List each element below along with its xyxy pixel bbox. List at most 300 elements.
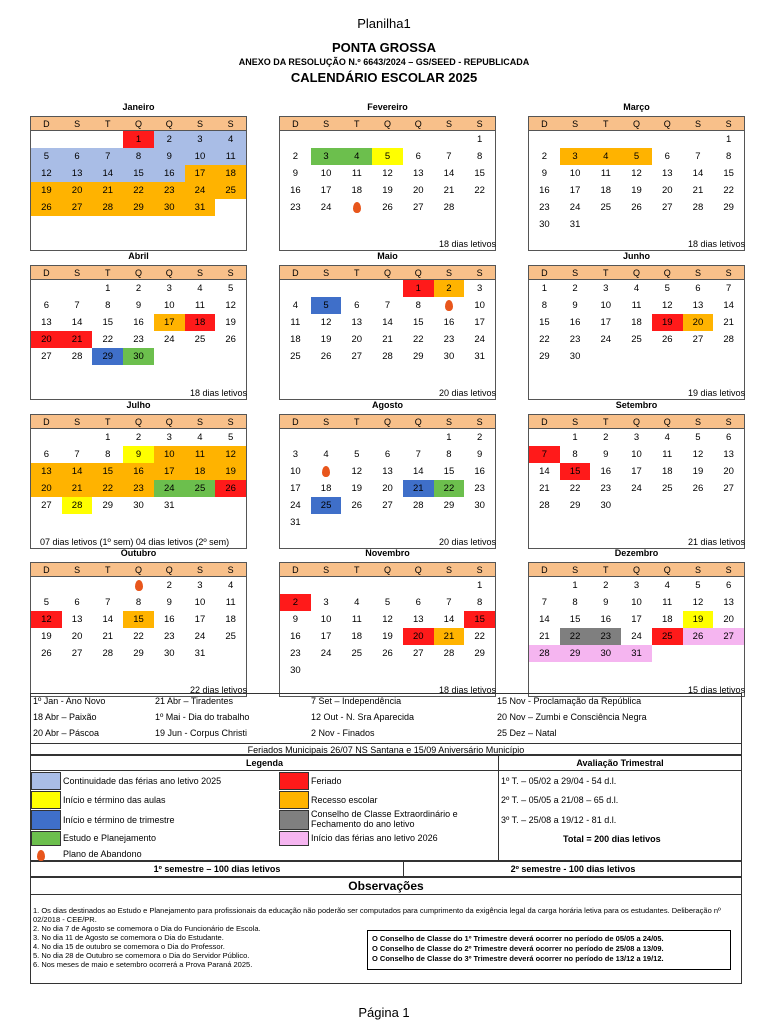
day-cell: 21 [443,185,455,196]
day-cell [154,348,185,365]
day-cell: 20 [683,314,714,331]
day-cell [92,131,123,148]
day-cell: 31 [569,219,581,230]
day-cell: 21 [539,483,550,494]
day-cell: 16 [443,317,455,328]
day-cell: 5 [695,580,701,591]
day-cell: 29 [443,500,455,511]
day-cell: 20 [71,631,83,642]
day-cell: 19 [652,314,683,331]
day-cell: 5 [621,148,652,165]
day-cell: 17 [185,165,216,182]
day-cell [62,131,93,148]
day-cell: 4 [197,432,203,443]
month-days [528,131,745,251]
day-cell: 20 [62,182,93,199]
day-cell: 3 [560,148,591,165]
weekday-label: S [196,565,203,575]
day-cell: 27 [412,202,424,213]
day-cell: 29 [723,202,734,213]
month-days [279,429,496,549]
week-row [31,331,246,348]
day-cell: 5 [354,449,360,460]
day-cell [434,514,465,531]
day-cell: 26 [692,483,704,494]
day-cell [403,662,434,679]
weekday-label: T [603,268,609,278]
weekday-header [279,265,496,280]
day-cell: 15 [123,165,154,182]
day-cell: 30 [600,500,612,511]
day-cell: 17 [631,614,642,625]
day-cell: 30 [443,351,455,362]
day-cell: 14 [62,463,93,480]
day-cell: 17 [569,185,581,196]
day-cell: 3 [311,148,342,165]
day-cell: 7 [105,597,111,608]
day-cell: 24 [631,483,642,494]
day-cell: 16 [474,466,485,477]
day-cell: 24 [474,334,485,345]
day-cell: 6 [384,449,391,460]
day-cell: 29 [92,348,123,365]
day-cell [713,348,744,365]
weekday-label: T [105,119,111,129]
day-cell: 25 [290,351,301,362]
day-cell [403,514,434,531]
day-cell: 5 [311,297,342,314]
day-cell [403,131,434,148]
month-title: Abril [128,251,149,261]
weekday-label: Q [384,268,392,278]
day-cell: 28 [692,202,704,213]
day-cell: 16 [569,317,581,328]
month-title: Setembro [615,400,658,410]
day-cell: 12 [320,317,332,328]
day-cell [311,577,342,594]
day-cell: 23 [569,334,581,345]
day-cell: 24 [290,500,301,511]
weekday-label: S [694,417,701,427]
day-cell: 12 [631,168,642,179]
day-cell: 4 [664,580,670,591]
weekday-header [528,265,745,280]
day-cell [280,280,311,297]
week-row [280,577,495,594]
day-cell: 13 [351,317,363,328]
day-cell: 17 [320,185,332,196]
weekday-label: Q [663,268,671,278]
day-cell [403,577,434,594]
fire-icon [322,466,330,477]
day-cell: 13 [71,614,83,625]
weekday-label: Q [165,565,173,575]
day-cell: 28 [412,500,424,511]
day-cell: 4 [633,283,640,294]
day-cell [311,280,342,297]
week-row [31,645,246,662]
evaluation-total: Total = 200 dias letivos [563,834,661,844]
month-title: Agosto [372,400,403,410]
day-cell: 5 [31,148,62,165]
month-school-days: 21 dias letivos [687,537,745,547]
weekday-header [30,562,247,577]
weekday-label: S [445,417,452,427]
day-cell: 18 [290,334,301,345]
day-cell [311,662,342,679]
day-cell: 9 [572,300,578,311]
month-days [30,429,247,549]
day-cell: 25 [225,631,236,642]
day-cell: 30 [290,665,301,676]
day-cell: 8 [105,300,111,311]
day-cell: 13 [382,466,393,477]
day-cell: 22 [412,334,424,345]
month-title: Outubro [120,548,157,558]
weekday-label: D [43,268,50,278]
weekday-label: S [725,119,732,129]
day-cell: 21 [92,182,123,199]
weekday-label: S [196,417,203,427]
day-cell: 26 [351,500,363,511]
evaluation-item: 2º T. – 05/05 a 21/08 – 65 d.l. [501,795,619,805]
weekday-label: Q [414,565,422,575]
day-cell: 22 [474,185,485,196]
municipal-holidays: Feriados Municipais 26/07 NS Santana e 15/09 Aniversário Município [31,743,741,755]
day-cell: 6 [354,300,360,311]
day-cell: 27 [62,199,93,216]
day-cell: 7 [384,300,391,311]
day-cell: 27 [41,351,52,362]
day-cell: 3 [166,432,172,443]
legend-item: Recesso escolar [311,795,378,805]
evaluation-title: Avaliação Trimestral [576,758,664,768]
weekday-label: S [725,268,732,278]
weekday-label: Q [663,565,671,575]
legend-item: Feriado [311,776,342,786]
day-cell: 5 [228,283,234,294]
day-cell: 31 [621,645,652,662]
day-cell: 10 [631,597,642,608]
day-cell [560,131,591,148]
day-cell: 8 [541,300,547,311]
legend-swatch [31,831,61,846]
weekday-label: T [105,417,111,427]
day-cell [464,662,495,679]
day-cell: 2 [154,131,185,148]
day-cell: 17 [194,614,206,625]
month-days [528,577,745,697]
holiday-item: 18 Abr – Paixão [33,712,97,722]
day-cell: 2 [166,580,172,591]
weekday-label: D [292,119,299,129]
day-cell: 22 [569,483,581,494]
day-cell: 8 [123,148,154,165]
day-cell: 4 [354,597,360,608]
day-cell: 27 [41,500,52,511]
day-cell [31,429,62,446]
day-cell: 14 [723,300,734,311]
semester-2: 2º semestre - 100 dias letivos [510,864,636,874]
day-cell: 24 [600,334,612,345]
day-cell: 2 [135,283,142,294]
day-cell: 5 [664,283,670,294]
day-cell: 19 [320,334,332,345]
day-cell: 3 [603,283,609,294]
weekday-label: S [227,417,234,427]
day-cell: 4 [215,131,246,148]
day-cell: 8 [477,151,483,162]
day-cell [372,577,403,594]
weekday-header [279,414,496,429]
day-cell: 17 [600,317,612,328]
holiday-item: 20 Abr – Páscoa [33,728,100,738]
weekday-header [528,562,745,577]
day-cell: 25 [600,202,612,213]
day-cell: 29 [539,351,550,362]
day-cell: 11 [225,597,236,608]
week-row [280,199,495,216]
month-school-days: 18 dias letivos [438,239,496,249]
day-cell: 31 [290,517,301,528]
month-março [528,102,745,251]
day-cell: 30 [133,500,144,511]
weekday-label: Q [135,268,143,278]
week-row [31,148,246,165]
day-cell [341,662,372,679]
day-cell: 3 [292,449,298,460]
day-cell: 29 [560,645,591,662]
weekday-label: S [323,565,330,575]
day-cell: 8 [446,449,452,460]
day-cell: 18 [185,314,216,331]
day-cell: 26 [382,648,393,659]
day-cell: 2 [477,432,483,443]
day-cell: 19 [382,631,393,642]
day-cell [372,280,403,297]
weekday-label: S [694,268,701,278]
day-cell: 5 [372,148,403,165]
month-school-days: 19 dias letivos [687,388,745,398]
day-cell [403,429,434,446]
semesters-box [30,861,742,877]
day-cell: 23 [590,628,621,645]
month-title: Março [623,102,650,112]
week-row [529,131,744,148]
day-cell: 24 [320,648,332,659]
day-cell: 23 [290,202,301,213]
day-cell: 14 [102,614,114,625]
day-cell: 1 [572,432,578,443]
day-cell [683,497,714,514]
day-cell: 16 [154,165,185,182]
day-cell: 22 [133,631,144,642]
weekday-label: S [725,417,732,427]
month-days [30,280,247,400]
month-school-days: 15 dias letivos [687,685,745,695]
day-cell [215,497,246,514]
week-row [31,497,246,514]
weekday-label: S [74,565,81,575]
day-cell: 31 [194,648,206,659]
month-title: Novembro [365,548,410,558]
month-setembro [528,400,745,549]
day-cell [621,497,652,514]
day-cell: 15 [412,317,424,328]
week-row [31,348,246,365]
day-cell: 16 [290,185,301,196]
day-cell: 25 [311,497,342,514]
day-cell: 22 [723,185,734,196]
day-cell [62,280,93,297]
day-cell: 16 [133,317,144,328]
day-cell: 16 [163,614,175,625]
weekday-header [279,562,496,577]
day-cell: 9 [135,300,142,311]
day-cell: 23 [600,483,612,494]
day-cell: 29 [102,500,114,511]
day-cell [215,645,246,662]
week-row [529,446,744,463]
city-title: PONTA GROSSA [331,40,436,55]
day-cell: 12 [225,300,236,311]
day-cell: 14 [539,466,550,477]
day-cell: 28 [92,199,123,216]
day-cell: 6 [62,148,93,165]
day-cell: 19 [31,182,62,199]
day-cell: 29 [474,648,485,659]
weekday-header [30,116,247,131]
month-title: Dezembro [614,548,659,558]
week-row [31,611,246,628]
day-cell: 30 [474,500,485,511]
legend-swatch [31,772,61,790]
legend-swatch [279,831,309,846]
month-janeiro [30,102,247,251]
day-cell [652,131,683,148]
day-cell: 10 [320,614,332,625]
observation-note-1: 1. Os dias destinados ao Estudo e Planejamento para profissionais da educação não poderão ser computados para cumprimento da exigência legal da carga horária letiva para os estudantes. Deliberação nº 02/2018 - CEE/PR. [33,906,721,924]
day-cell [185,348,216,365]
day-cell: 25 [631,334,642,345]
day-cell: 26 [320,351,332,362]
day-cell: 18 [661,466,673,477]
month-outubro [30,548,247,697]
day-cell: 9 [477,449,483,460]
fire-icon [353,202,361,213]
weekday-label: T [354,119,360,129]
month-julho [30,400,247,549]
day-cell: 20 [723,614,734,625]
week-row [529,348,744,365]
day-cell: 7 [74,300,80,311]
day-cell: 17 [474,317,485,328]
day-cell: 24 [631,631,642,642]
day-cell: 3 [633,432,640,443]
week-row [529,331,744,348]
weekday-label: Q [135,119,143,129]
weekday-header [30,414,247,429]
weekday-label: S [572,417,579,427]
day-cell: 21 [403,480,434,497]
week-row [31,165,246,182]
day-cell: 13 [412,614,424,625]
weekday-label: Q [165,417,173,427]
day-cell: 2 [603,432,609,443]
observations-box [30,877,742,984]
day-cell: 27 [71,648,83,659]
month-dezembro [528,548,745,697]
day-cell: 3 [323,597,329,608]
day-cell [311,429,342,446]
day-cell: 11 [195,300,205,311]
week-row [529,577,744,594]
week-row [31,463,246,480]
week-row [31,131,246,148]
day-cell [621,348,652,365]
day-cell: 2 [603,580,609,591]
day-cell: 14 [412,466,424,477]
day-cell: 30 [163,648,175,659]
weekday-header [279,116,496,131]
day-cell: 14 [539,614,550,625]
day-cell: 27 [351,351,363,362]
weekday-label: S [476,417,483,427]
day-cell: 14 [692,168,704,179]
day-cell: 24 [569,202,581,213]
observation-note: 4. No dia 15 de outubro se comemora o Dia do Professor. [33,942,225,951]
day-cell: 12 [351,466,363,477]
month-days [279,280,496,400]
holiday-item: 20 Nov – Zumbi e Consciência Negra [497,712,647,722]
day-cell: 1 [541,283,547,294]
day-cell: 9 [603,449,609,460]
legend-box [30,755,742,861]
week-row [529,297,744,314]
day-cell: 13 [41,317,52,328]
day-cell: 21 [434,628,465,645]
weekday-label: T [603,417,609,427]
day-cell: 3 [166,283,172,294]
day-cell: 1 [572,580,578,591]
week-row [280,463,495,480]
day-cell: 16 [600,466,612,477]
day-cell [123,577,154,594]
day-cell: 8 [726,151,732,162]
day-cell: 10 [569,168,581,179]
week-row [280,165,495,182]
weekday-label: Q [633,565,641,575]
day-cell: 1 [477,580,483,591]
day-cell: 8 [572,597,578,608]
day-cell: 12 [215,446,246,463]
week-row [280,331,495,348]
day-cell: 19 [351,483,363,494]
month-school-days: 07 dias letivos (1º sem) 04 dias letivos (2º sem) [40,537,230,547]
day-cell: 26 [215,480,246,497]
day-cell [31,577,62,594]
day-cell: 21 [102,631,114,642]
day-cell: 14 [71,317,83,328]
day-cell: 21 [382,334,393,345]
day-cell: 15 [443,466,455,477]
day-cell: 15 [569,614,581,625]
day-cell: 16 [290,631,301,642]
day-cell: 3 [197,580,203,591]
day-cell: 12 [382,614,393,625]
day-cell: 3 [477,283,483,294]
weekday-label: Q [384,119,392,129]
